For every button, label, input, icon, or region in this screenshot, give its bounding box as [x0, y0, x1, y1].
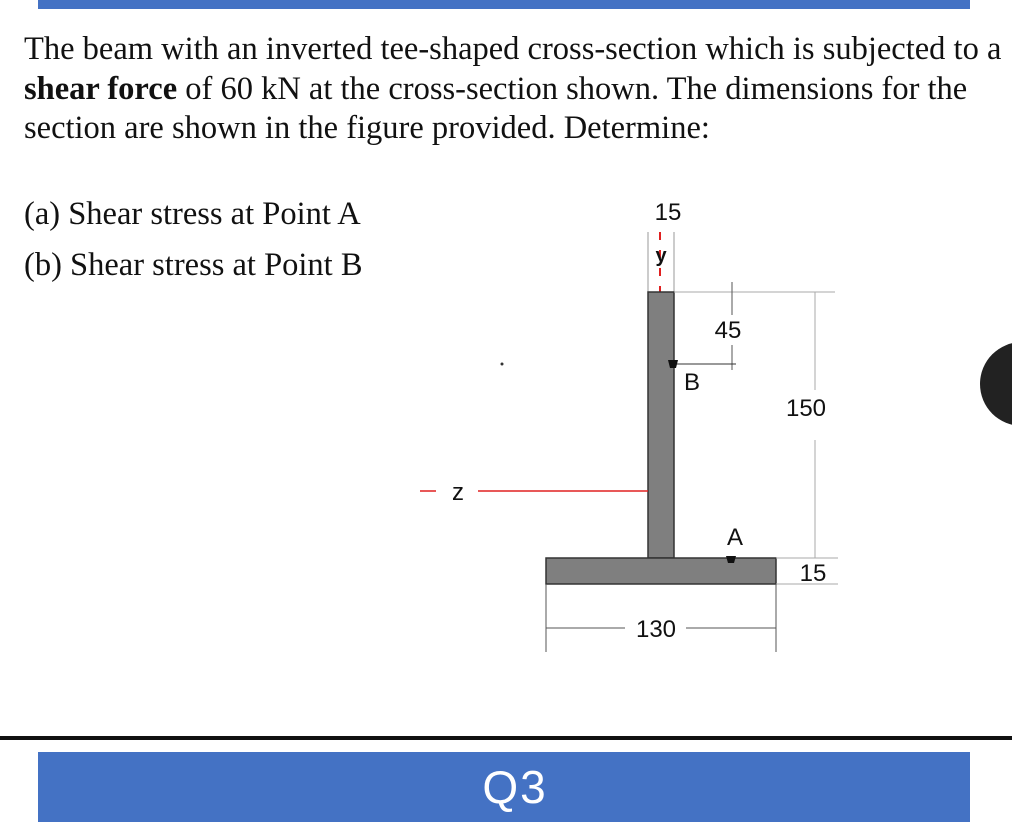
dim-flange-label: 15 — [799, 560, 827, 587]
banner-label: Q3 — [482, 761, 548, 813]
problem-text-bold: shear force — [24, 70, 178, 107]
web-rect — [648, 292, 674, 558]
bottom-banner — [38, 752, 970, 822]
dim-130-label: 130 — [635, 616, 677, 643]
flange-rect — [546, 558, 776, 584]
problem-text-part2: of 60 kN at the cross-section shown. The dimensions for the section are shown in the figure provided. Determine: — [24, 70, 968, 146]
point-a-label: A — [726, 524, 744, 551]
dim-web-width-label: 15 — [654, 199, 682, 226]
divider-line — [0, 736, 1012, 740]
problem-text-part1: The beam with an inverted tee-shaped cross-section which is subjected to a — [24, 31, 1002, 67]
stray-dot — [501, 363, 504, 366]
y-axis-label: y — [655, 245, 667, 267]
dim-45-label: 45 — [714, 317, 742, 344]
question-a: (a) Shear stress at Point A — [24, 196, 361, 232]
z-axis-label: z — [452, 479, 464, 506]
point-b-label: B — [683, 369, 701, 396]
question-b: (b) Shear stress at Point B — [24, 247, 363, 283]
dim-150-label: 150 — [785, 395, 827, 422]
